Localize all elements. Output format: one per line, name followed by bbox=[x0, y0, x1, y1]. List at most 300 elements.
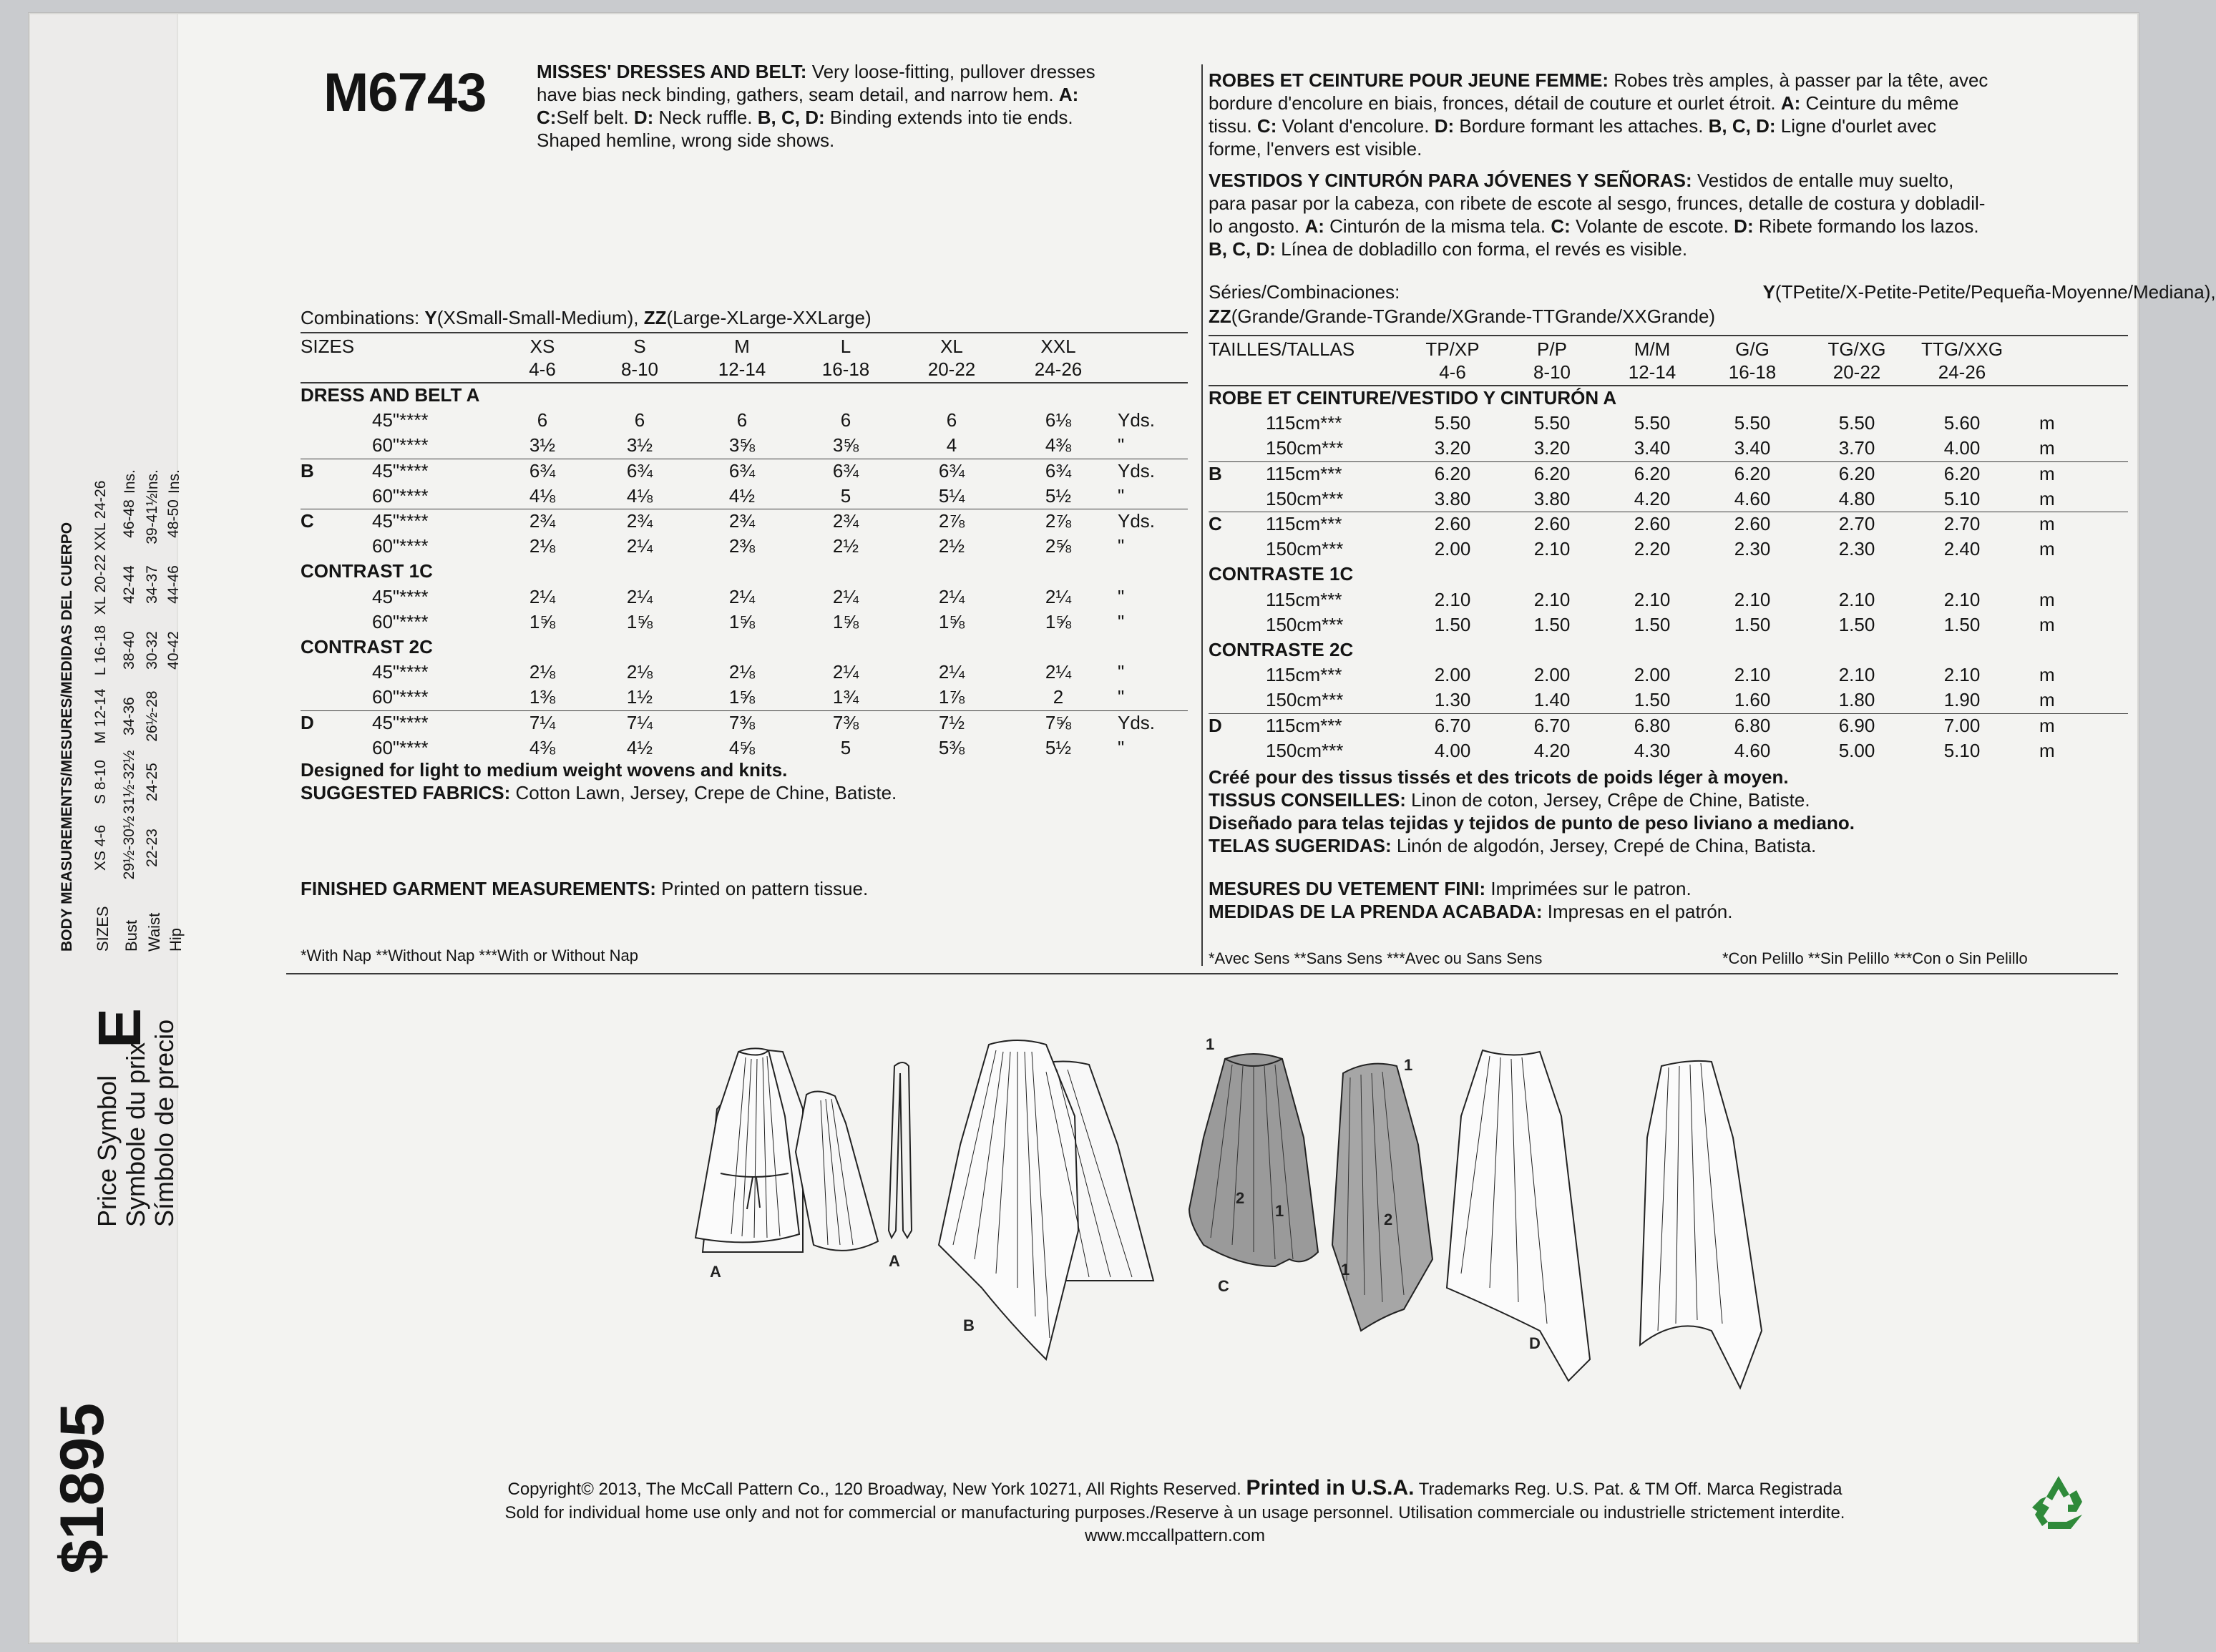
text-run: Créé pour des tissus tissés et des tricots de poids léger à moyen. bbox=[1209, 766, 1789, 788]
unit: " bbox=[1118, 434, 1125, 456]
unit: " bbox=[1118, 661, 1125, 683]
size-header bbox=[1905, 338, 2019, 383]
finished-line bbox=[301, 877, 868, 900]
text-run: Copyright© 2013, The McCall Pattern Co., 120 Broadway, New York 10271, All Rights Reserved. bbox=[507, 1480, 1246, 1499]
yardage-value: 2 bbox=[1053, 686, 1064, 708]
text-run: SUGGESTED FABRICS: bbox=[301, 782, 511, 803]
size-header bbox=[685, 335, 799, 381]
yardage-value: 2¼ bbox=[938, 585, 965, 607]
text-run: Impresas en el patrón. bbox=[1542, 901, 1733, 922]
unit: m bbox=[2039, 538, 2055, 560]
body-cell: 34-37 bbox=[144, 565, 160, 604]
fabric-line bbox=[1209, 788, 1855, 811]
yardage-value: 2¼ bbox=[728, 585, 756, 607]
yardage-value: 6¾ bbox=[1045, 459, 1072, 482]
yardage-value: 6.80 bbox=[1734, 714, 1771, 736]
text-run: MESURES DU VETEMENT FINI: bbox=[1209, 878, 1486, 899]
text-run: Línea de dobladillo con forma, el revés es visible. bbox=[1275, 238, 1688, 260]
section-heading: CONTRAST 2C bbox=[301, 636, 433, 658]
yardage-value: 1¾ bbox=[832, 686, 859, 708]
text-run: D: bbox=[633, 107, 654, 128]
body-cell: 46-48 bbox=[121, 499, 137, 538]
body-cell: XXL 24-26 bbox=[92, 480, 109, 551]
text-run: Ligne d'ourlet avec bbox=[1775, 115, 1937, 137]
section-heading: ROBE ET CEINTURE/VESTIDO Y CINTURÓN A bbox=[1209, 387, 1617, 409]
yardage-value: 5.00 bbox=[1838, 739, 1875, 761]
table-top-rule bbox=[301, 332, 1188, 333]
text-run: MISSES' DRESSES AND BELT: bbox=[537, 61, 807, 82]
yardage-value: 3.40 bbox=[1734, 437, 1771, 459]
body-cell: S 8-10 bbox=[92, 760, 109, 804]
size-code: XXL bbox=[1040, 336, 1076, 357]
fabric-width: 45"**** bbox=[372, 409, 429, 431]
yardage-value: 2.10 bbox=[1533, 538, 1571, 560]
yardage-value: 1⅞ bbox=[938, 686, 965, 708]
price-symbol-line: Price Symbol bbox=[92, 1075, 122, 1227]
view-letter: B bbox=[301, 459, 314, 482]
unit: m bbox=[2039, 437, 2055, 459]
yardage-value: 5.60 bbox=[1943, 412, 1981, 434]
fabric-width: 150cm*** bbox=[1266, 739, 1344, 761]
text-run: TELAS SUGERIDAS: bbox=[1209, 835, 1392, 856]
nap-note-spanish: *Con Pelillo **Sin Pelillo ***Con o Sin Pelillo bbox=[1722, 949, 2028, 967]
yardage-value: 2.10 bbox=[1734, 588, 1771, 610]
yardage-value: 2.70 bbox=[1943, 513, 1981, 534]
description-line bbox=[537, 129, 1095, 152]
yardage-value: 1.50 bbox=[1533, 613, 1571, 635]
copyright-line bbox=[316, 1477, 2034, 1500]
text-run: Cinturón de la misma tela. bbox=[1324, 215, 1551, 237]
text-run: A: bbox=[1780, 92, 1801, 114]
description-line bbox=[537, 60, 1095, 83]
text-run: Neck ruffle. bbox=[653, 107, 758, 128]
size-code: L bbox=[840, 336, 851, 357]
size-header bbox=[1800, 338, 1914, 383]
unit: Yds. bbox=[1118, 409, 1156, 431]
text-run: Volante de escote. bbox=[1570, 215, 1734, 237]
yardage-value: 2⅜ bbox=[728, 535, 756, 557]
description-line bbox=[1209, 169, 1985, 192]
text-run: Imprimées sur le patron. bbox=[1485, 878, 1692, 899]
yardage-value: 2.10 bbox=[1943, 588, 1981, 610]
yardage-value: 7⅜ bbox=[728, 711, 756, 733]
text-run: Cotton Lawn, Jersey, Crepe de Chine, Batiste. bbox=[510, 782, 897, 803]
text-run: C: bbox=[1551, 215, 1571, 237]
series-line bbox=[1209, 305, 1715, 328]
yardage-value: 2¾ bbox=[728, 510, 756, 532]
unit: m bbox=[2039, 739, 2055, 761]
text-run: have bias neck binding, gathers, seam detail, and narrow hem. bbox=[537, 84, 1059, 105]
yardage-value: 3½ bbox=[529, 434, 556, 456]
price: $1895 bbox=[48, 1402, 117, 1574]
text-run: Séries/Combinaciones: bbox=[1209, 281, 1405, 303]
size-code: M/M bbox=[1634, 338, 1671, 360]
yardage-value: 6¾ bbox=[832, 459, 859, 482]
yardage-value: 1.50 bbox=[1634, 613, 1671, 635]
view-letter: C bbox=[301, 510, 314, 532]
body-cell: M 12-14 bbox=[92, 688, 109, 744]
size-range: 24-26 bbox=[1938, 361, 1986, 383]
yardage-value: 4½ bbox=[626, 736, 653, 758]
illus-label-d: D bbox=[1529, 1334, 1541, 1352]
text-run: D: bbox=[1734, 215, 1754, 237]
description-line bbox=[1209, 192, 1985, 215]
recycle-icon bbox=[2026, 1470, 2091, 1535]
yardage-value: 5 bbox=[840, 484, 851, 507]
text-run: D: bbox=[1434, 115, 1455, 137]
description-french bbox=[1209, 69, 1988, 160]
yardage-value: 2.10 bbox=[1634, 588, 1671, 610]
yardage-value: 1⅝ bbox=[1045, 610, 1072, 632]
text-run: Designed for light to medium weight wovens and knits. bbox=[301, 759, 788, 781]
yardage-value: 2.30 bbox=[1734, 538, 1771, 560]
size-header bbox=[1695, 338, 1810, 383]
yardage-value: 6⅛ bbox=[1045, 409, 1072, 431]
illus-label-c: C bbox=[1218, 1277, 1229, 1295]
body-row-label: Bust bbox=[122, 919, 140, 952]
yardage-value: 2.00 bbox=[1434, 538, 1471, 560]
text-run: Diseñado para telas tejidas y tejidos de punto de peso liviano a mediano. bbox=[1209, 812, 1855, 834]
yardage-value: 2⅛ bbox=[529, 661, 556, 683]
unit: m bbox=[2039, 513, 2055, 534]
yardage-value: 2.20 bbox=[1634, 538, 1671, 560]
bottom-rule bbox=[286, 973, 2118, 974]
yardage-value: 7½ bbox=[938, 711, 965, 733]
text-run: Very loose-fitting, pullover dresses bbox=[806, 61, 1095, 82]
yardage-value: 4½ bbox=[728, 484, 756, 507]
yardage-value: 4.80 bbox=[1838, 487, 1875, 509]
description-spanish bbox=[1209, 169, 1985, 260]
description-line bbox=[1209, 238, 1985, 260]
price-symbol-line: Symbole du prix bbox=[121, 1042, 150, 1227]
unit: Yds. bbox=[1118, 711, 1156, 733]
text-run: Y bbox=[424, 307, 437, 328]
finished-measurements-english bbox=[301, 877, 868, 900]
unit: m bbox=[2039, 412, 2055, 434]
description-line bbox=[1209, 92, 1988, 114]
yardage-value: 6 bbox=[946, 409, 957, 431]
yardage-value: 5.50 bbox=[1838, 412, 1875, 434]
yardage-value: 1.50 bbox=[1838, 613, 1875, 635]
yardage-value: 2.10 bbox=[1838, 664, 1875, 686]
finished-measurements-french-spanish bbox=[1209, 877, 1732, 923]
text-run: MEDIDAS DE LA PRENDA ACABADA: bbox=[1209, 901, 1543, 922]
size-header bbox=[1495, 338, 1609, 383]
yardage-value: 1.30 bbox=[1434, 689, 1471, 711]
text-run: Vestidos de entalle muy suelto, bbox=[1692, 170, 1954, 191]
text-run: B, C, D: bbox=[1708, 115, 1776, 137]
yardage-value: 1.60 bbox=[1734, 689, 1771, 711]
text-run: VESTIDOS Y CINTURÓN PARA JÓVENES Y SEÑORAS: bbox=[1209, 170, 1692, 191]
unit: m bbox=[2039, 462, 2055, 484]
yardage-value: 5.50 bbox=[1734, 412, 1771, 434]
illustration-view-d bbox=[1447, 1050, 1762, 1388]
body-cell: L 16-18 bbox=[92, 625, 109, 676]
body-row-label: Hip bbox=[167, 927, 185, 952]
illus-label-a2: A bbox=[889, 1252, 900, 1270]
section-heading: DRESS AND BELT A bbox=[301, 384, 480, 406]
yardage-value: 2.60 bbox=[1634, 513, 1671, 534]
yardage-value: 6 bbox=[736, 409, 748, 431]
yardage-value: 4.20 bbox=[1533, 739, 1571, 761]
size-header bbox=[789, 335, 903, 381]
yardage-value: 2¼ bbox=[626, 585, 653, 607]
body-measurements-title: BODY MEASUREMENTS/MESURES/MEDIDAS DEL CUERPO bbox=[59, 522, 75, 952]
body-cell: 30-32 bbox=[144, 631, 160, 670]
body-row-label: SIZES bbox=[94, 906, 112, 952]
size-code: M bbox=[734, 336, 750, 357]
fabric-width: 150cm*** bbox=[1266, 487, 1344, 509]
usage-line: Sold for individual home use only and not for commercial or manufacturing purposes./Reserve à un usage personnel. Utilisation commerciale ou industrielle strictement interdite. bbox=[504, 1503, 1845, 1523]
body-cell: 39-41½ bbox=[144, 493, 160, 544]
copyright-text bbox=[316, 1477, 2034, 1500]
yardage-value: 1.50 bbox=[1734, 613, 1771, 635]
text-run: (Grande/Grande-TGrande/XGrande-TTGrande/XXGrande) bbox=[1231, 306, 1716, 327]
unit: m bbox=[2039, 689, 2055, 711]
yardage-value: 2¼ bbox=[938, 661, 965, 683]
view-letter: B bbox=[1209, 462, 1222, 484]
size-range: 8-10 bbox=[1533, 361, 1571, 383]
yardage-value: 4⅜ bbox=[1045, 434, 1072, 456]
yardage-value: 2¼ bbox=[832, 661, 859, 683]
size-code: XL bbox=[940, 336, 963, 357]
series-line bbox=[1209, 280, 2216, 303]
website-link[interactable]: www.mccallpattern.com bbox=[1084, 1526, 1266, 1545]
suggested-fabrics-english bbox=[301, 758, 897, 804]
yardage-value: 6¾ bbox=[529, 459, 556, 482]
fabric-width: 45"**** bbox=[372, 459, 429, 482]
text-run: tissu. bbox=[1209, 115, 1257, 137]
yardage-value: 7⅝ bbox=[1045, 711, 1072, 733]
yardage-value: 2⅝ bbox=[1045, 535, 1072, 557]
text-run: Binding extends into tie ends. bbox=[824, 107, 1073, 128]
fabric-width: 60"**** bbox=[372, 484, 429, 507]
unit: m bbox=[2039, 588, 2055, 610]
view-letter: D bbox=[1209, 714, 1222, 736]
text-run: Self belt. bbox=[556, 107, 634, 128]
fabric-width: 115cm*** bbox=[1266, 664, 1342, 686]
text-run: ROBES ET CEINTURE POUR JEUNE FEMME: bbox=[1209, 69, 1609, 91]
yardage-value: 2.00 bbox=[1634, 664, 1671, 686]
yardage-value: 1.50 bbox=[1943, 613, 1981, 635]
yardage-value: 2½ bbox=[938, 535, 965, 557]
text-run: A: bbox=[1058, 84, 1079, 105]
text-run: (TPetite/X-Petite-Petite/Pequeña-Moyenne/Mediana), bbox=[1775, 281, 2216, 303]
text-run: C: bbox=[1256, 115, 1277, 137]
body-unit: Ins. bbox=[145, 469, 161, 494]
size-range: 20-22 bbox=[1832, 361, 1881, 383]
fabric-line bbox=[1209, 811, 1855, 834]
suggested-fabrics-french-spanish bbox=[1209, 766, 1855, 857]
illus-label-c5: 2 bbox=[1384, 1211, 1393, 1228]
yardage-value: 5.50 bbox=[1634, 412, 1671, 434]
yardage-value: 2.60 bbox=[1533, 513, 1571, 534]
yardage-value: 2¼ bbox=[1045, 661, 1072, 683]
size-code: TTG/XXG bbox=[1920, 338, 2003, 360]
illus-label-c3: 1 bbox=[1275, 1202, 1284, 1220]
description-line bbox=[1209, 114, 1988, 137]
text-run: Ribete formando los lazos. bbox=[1753, 215, 1979, 237]
finished-line bbox=[1209, 900, 1732, 923]
unit: " bbox=[1118, 686, 1125, 708]
yardage-value: 3.80 bbox=[1434, 487, 1471, 509]
illus-label-c1: 1 bbox=[1206, 1035, 1215, 1053]
yardage-value: 1.90 bbox=[1943, 689, 1981, 711]
text-run: Linon de coton, Jersey, Crêpe de Chine, Batiste. bbox=[1405, 789, 1810, 811]
yardage-value: 1⅝ bbox=[626, 610, 653, 632]
yardage-value: 6.20 bbox=[1533, 462, 1571, 484]
body-cell: 31½-32½ bbox=[121, 750, 137, 814]
combinations-line bbox=[301, 306, 872, 329]
table-top-rule bbox=[1209, 335, 2128, 336]
unit: " bbox=[1118, 535, 1125, 557]
yardage-value: 2¾ bbox=[626, 510, 653, 532]
size-code: P/P bbox=[1537, 338, 1567, 360]
yardage-value: 2¾ bbox=[832, 510, 859, 532]
text-run: Volant d'encolure. bbox=[1277, 115, 1435, 137]
yardage-value: 3⅝ bbox=[832, 434, 859, 456]
yardage-value: 5½ bbox=[1045, 736, 1072, 758]
yardage-value: 2⅛ bbox=[728, 661, 756, 683]
unit: m bbox=[2039, 664, 2055, 686]
size-range: 16-18 bbox=[1728, 361, 1777, 383]
body-cell: 42-44 bbox=[121, 565, 137, 604]
fabric-width: 115cm*** bbox=[1266, 462, 1342, 484]
text-run: Linón de algodón, Jersey, Crepé de China, Batista. bbox=[1391, 835, 1817, 856]
yardage-value: 2.60 bbox=[1434, 513, 1471, 534]
yardage-value: 3.20 bbox=[1533, 437, 1571, 459]
unit: m bbox=[2039, 613, 2055, 635]
fabric-width: 150cm*** bbox=[1266, 689, 1344, 711]
yardage-value: 6¾ bbox=[938, 459, 965, 482]
body-cell: 29½-30½ bbox=[121, 816, 137, 880]
fabric-width: 150cm*** bbox=[1266, 613, 1344, 635]
description-line bbox=[537, 83, 1095, 106]
yardage-value: 6.20 bbox=[1634, 462, 1671, 484]
yardage-value: 2⅛ bbox=[626, 661, 653, 683]
yardage-value: 2⅛ bbox=[529, 535, 556, 557]
size-range: 4-6 bbox=[529, 358, 556, 380]
body-cell: 22-23 bbox=[144, 829, 160, 867]
unit: Yds. bbox=[1118, 510, 1156, 532]
yardage-value: 1⅝ bbox=[832, 610, 859, 632]
text-run: C: bbox=[537, 107, 557, 128]
unit: " bbox=[1118, 736, 1125, 758]
unit: " bbox=[1118, 610, 1125, 632]
yardage-value: 2¼ bbox=[626, 535, 653, 557]
illus-label-c4: 1 bbox=[1404, 1056, 1413, 1074]
unit: Yds. bbox=[1118, 459, 1156, 482]
text-run: Y bbox=[1762, 281, 1775, 303]
yardage-value: 6.80 bbox=[1634, 714, 1671, 736]
size-range: 24-26 bbox=[1034, 358, 1083, 380]
yardage-value: 7.00 bbox=[1943, 714, 1981, 736]
view-letter: C bbox=[1209, 513, 1222, 534]
yardage-value: 2½ bbox=[832, 535, 859, 557]
text-run: Trademarks Reg. U.S. Pat. & TM Off. Marca Registrada bbox=[1414, 1480, 1842, 1499]
yardage-value: 6.20 bbox=[1734, 462, 1771, 484]
yardage-value: 2.10 bbox=[1434, 588, 1471, 610]
finished-line bbox=[1209, 877, 1732, 900]
yardage-value: 2¼ bbox=[1045, 585, 1072, 607]
yardage-value: 7¼ bbox=[529, 711, 556, 733]
yardage-value: 5 bbox=[840, 736, 851, 758]
yardage-value: 4.00 bbox=[1434, 739, 1471, 761]
fabric-width: 45"**** bbox=[372, 711, 429, 733]
description-english bbox=[537, 60, 1095, 152]
yardage-value: 2⅞ bbox=[938, 510, 965, 532]
fabric-width: 115cm*** bbox=[1266, 588, 1342, 610]
view-letter: D bbox=[301, 711, 314, 733]
yardage-value: 5⅜ bbox=[938, 736, 965, 758]
fabric-width: 150cm*** bbox=[1266, 437, 1344, 459]
body-unit: Ins. bbox=[166, 469, 182, 494]
body-cell: 48-50 bbox=[165, 499, 182, 538]
yardage-value: 2.00 bbox=[1533, 664, 1571, 686]
fabric-width: 60"**** bbox=[372, 610, 429, 632]
yardage-value: 2.10 bbox=[1943, 664, 1981, 686]
nap-note-english: *With Nap **Without Nap ***With or Without Nap bbox=[301, 947, 638, 964]
yardage-value: 4.60 bbox=[1734, 739, 1771, 761]
yardage-value: 2.40 bbox=[1943, 538, 1981, 560]
description-line bbox=[1209, 215, 1985, 238]
section-heading: CONTRAST 1C bbox=[301, 560, 433, 582]
yardage-value: 6 bbox=[634, 409, 645, 431]
section-heading: CONTRASTE 1C bbox=[1209, 563, 1354, 585]
price-letter: E bbox=[86, 1007, 153, 1048]
yardage-value: 1⅝ bbox=[728, 686, 756, 708]
yardage-value: 2¼ bbox=[832, 585, 859, 607]
yardage-value: 4.30 bbox=[1634, 739, 1671, 761]
illus-label-a1: A bbox=[710, 1263, 721, 1281]
unit: m bbox=[2039, 487, 2055, 509]
yardage-value: 2.10 bbox=[1734, 664, 1771, 686]
yardage-value: 7⅜ bbox=[832, 711, 859, 733]
text-run: Bordure formant les attaches. bbox=[1454, 115, 1709, 137]
size-header bbox=[582, 335, 697, 381]
text-run: Robes très amples, à passer par la tête, avec bbox=[1609, 69, 1988, 91]
text-run: TISSUS CONSEILLES: bbox=[1209, 789, 1406, 811]
size-code: S bbox=[633, 336, 646, 357]
size-range: 8-10 bbox=[620, 358, 659, 380]
yardage-value: 2.60 bbox=[1734, 513, 1771, 534]
text-run: FINISHED GARMENT MEASUREMENTS: bbox=[301, 878, 656, 899]
body-cell: XS 4-6 bbox=[92, 824, 109, 871]
text-run: bordure d'encolure en biais, fronces, détail de couture et ourlet étroit. bbox=[1209, 92, 1781, 114]
size-header bbox=[1595, 338, 1709, 383]
fabric-width: 150cm*** bbox=[1266, 538, 1344, 560]
body-cell: 34-36 bbox=[121, 697, 137, 735]
yardage-value: 1⅜ bbox=[529, 686, 556, 708]
garment-illustrations bbox=[660, 1030, 1819, 1445]
fabric-line bbox=[1209, 766, 1855, 788]
yardage-value: 7¼ bbox=[626, 711, 653, 733]
yardage-value: 6.20 bbox=[1838, 462, 1875, 484]
yardage-value: 4⅝ bbox=[728, 736, 756, 758]
fabric-width: 45"**** bbox=[372, 585, 429, 607]
yardage-value: 2.10 bbox=[1533, 588, 1571, 610]
yardage-value: 5¼ bbox=[938, 484, 965, 507]
yardage-value: 6 bbox=[840, 409, 851, 431]
size-header bbox=[1001, 335, 1116, 381]
size-header bbox=[1395, 338, 1510, 383]
yardage-value: 1⅝ bbox=[728, 610, 756, 632]
fabric-line bbox=[301, 781, 897, 804]
illustration-view-b bbox=[939, 1040, 1153, 1359]
yardage-value: 2.30 bbox=[1838, 538, 1875, 560]
yardage-value: 1⅝ bbox=[529, 610, 556, 632]
fabric-width: 45"**** bbox=[372, 510, 429, 532]
